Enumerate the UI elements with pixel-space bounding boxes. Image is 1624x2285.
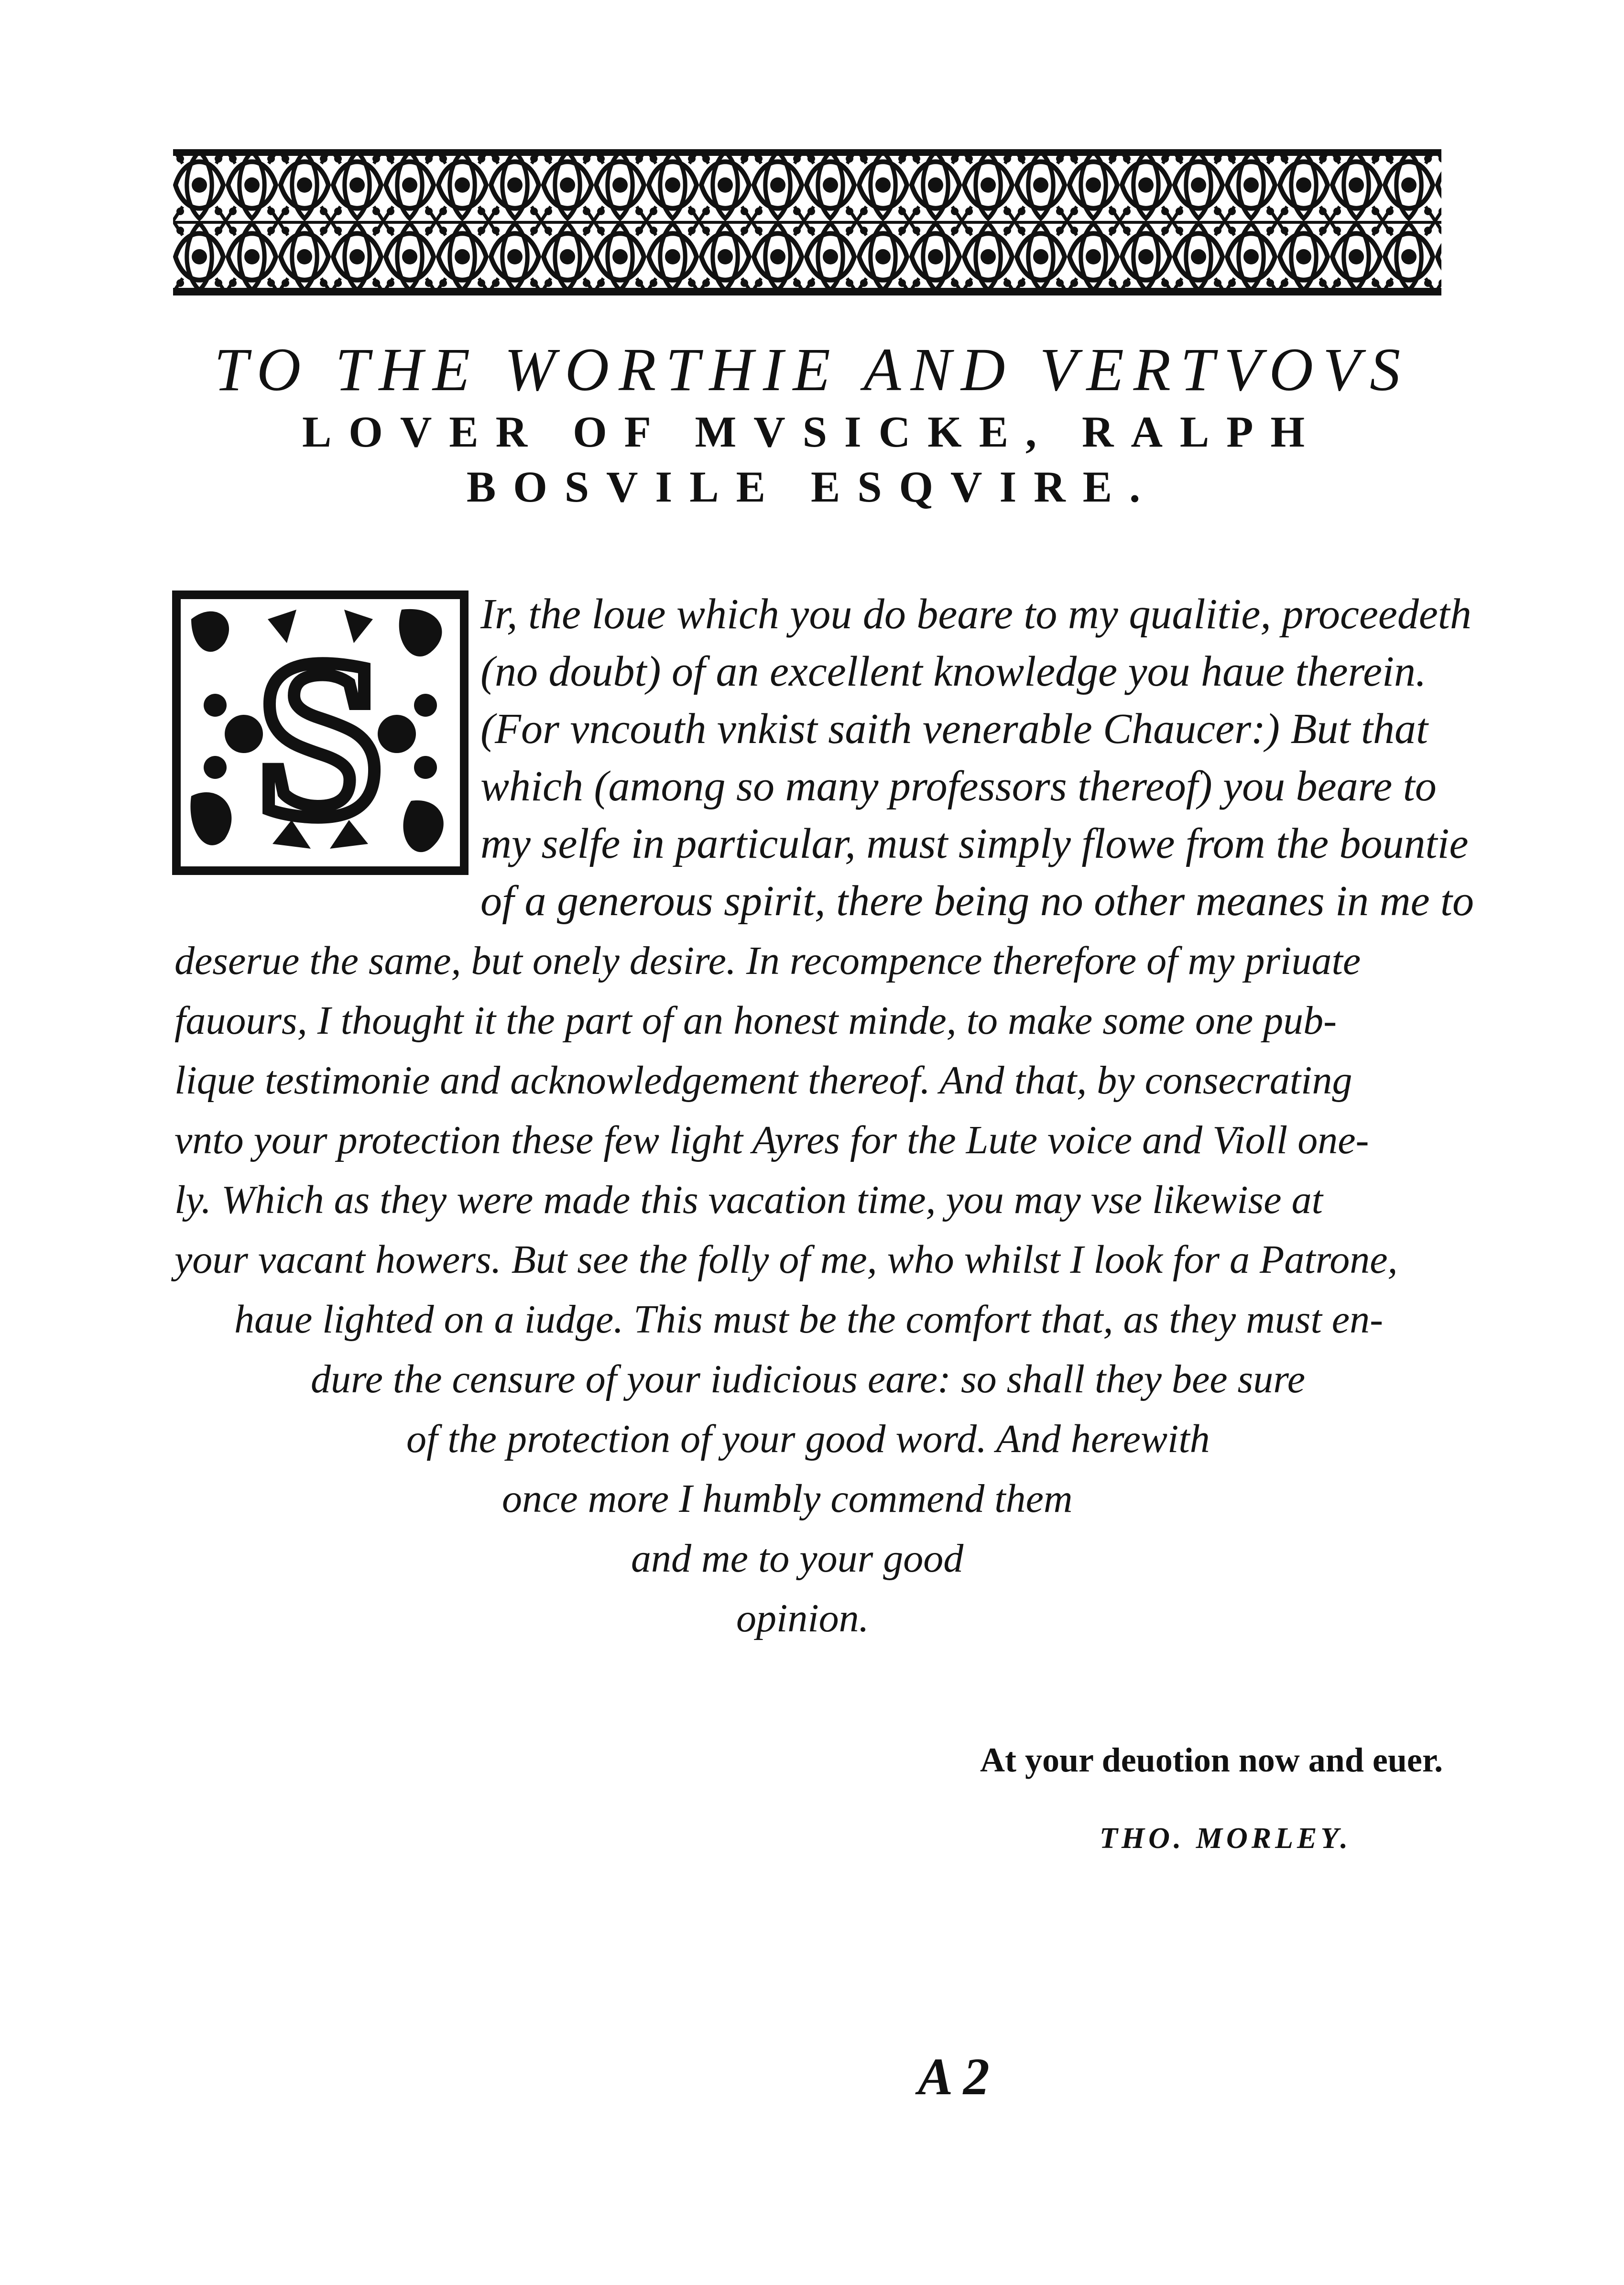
body-line: Ir, the loue which you do beare to my qualitie, proceedeth [480,590,1471,638]
body-line: (For vncouth vnkist saith venerable Chaucer:) But that [480,705,1428,753]
body-line: of a generous spirit, there being no other meanes in me to [480,877,1474,925]
body-line: vnto your protection these few light Ayres for the Lute voice and Violl one- [174,1118,1369,1162]
body-line: deserue the same, but onely desire. In recompence therefore of my priuate [174,939,1361,983]
body-line: my selfe in particular, must simply flowe from the bountie [480,820,1469,867]
body-line: ly. Which as they were made this vacation time, you may vse likewise at [174,1178,1323,1222]
body-line: and me to your good [631,1536,964,1581]
body-line: (no doubt) of an excellent knowledge you haue therein. [480,648,1427,695]
dedication-title-line3: BOSVILE ESQVIRE. [466,462,1158,511]
body-line: haue lighted on a iudge. This must be the comfort that, as they must en- [234,1297,1384,1342]
body-line: of the protection of your good word. And herewith [406,1417,1210,1461]
body-line: dure the censure of your iudicious eare: so shall they bee sure [311,1357,1306,1401]
page-signature: A 2 [918,2047,990,2106]
ornamental-border-icon [173,149,1441,295]
body-line: your vacant howers. But see the folly of me, who whilst I look for a Patrone, [174,1237,1398,1282]
dedication-title-line2: LOVER OF MVSICKE, RALPH [302,407,1322,456]
body-line: opinion. [736,1596,869,1640]
body-line: which (among so many professors thereof) you beare to [480,763,1437,810]
closing-devotion: At your deuotion now and euer. [980,1741,1443,1779]
body-line: once more I humbly commend them [502,1476,1073,1521]
body-line: fauours, I thought it the part of an honest minde, to make some one pub- [174,998,1337,1043]
ornamental-initial-icon [172,590,469,875]
body-line: lique testimonie and acknowledgement thereof. And that, by consecrating [174,1058,1352,1103]
svg-text:S: S [256,611,384,865]
author-signature: THO. MORLEY. [1100,1822,1352,1855]
dedication-title-line1: TO THE WORTHIE AND VERTVOVS [214,336,1410,404]
